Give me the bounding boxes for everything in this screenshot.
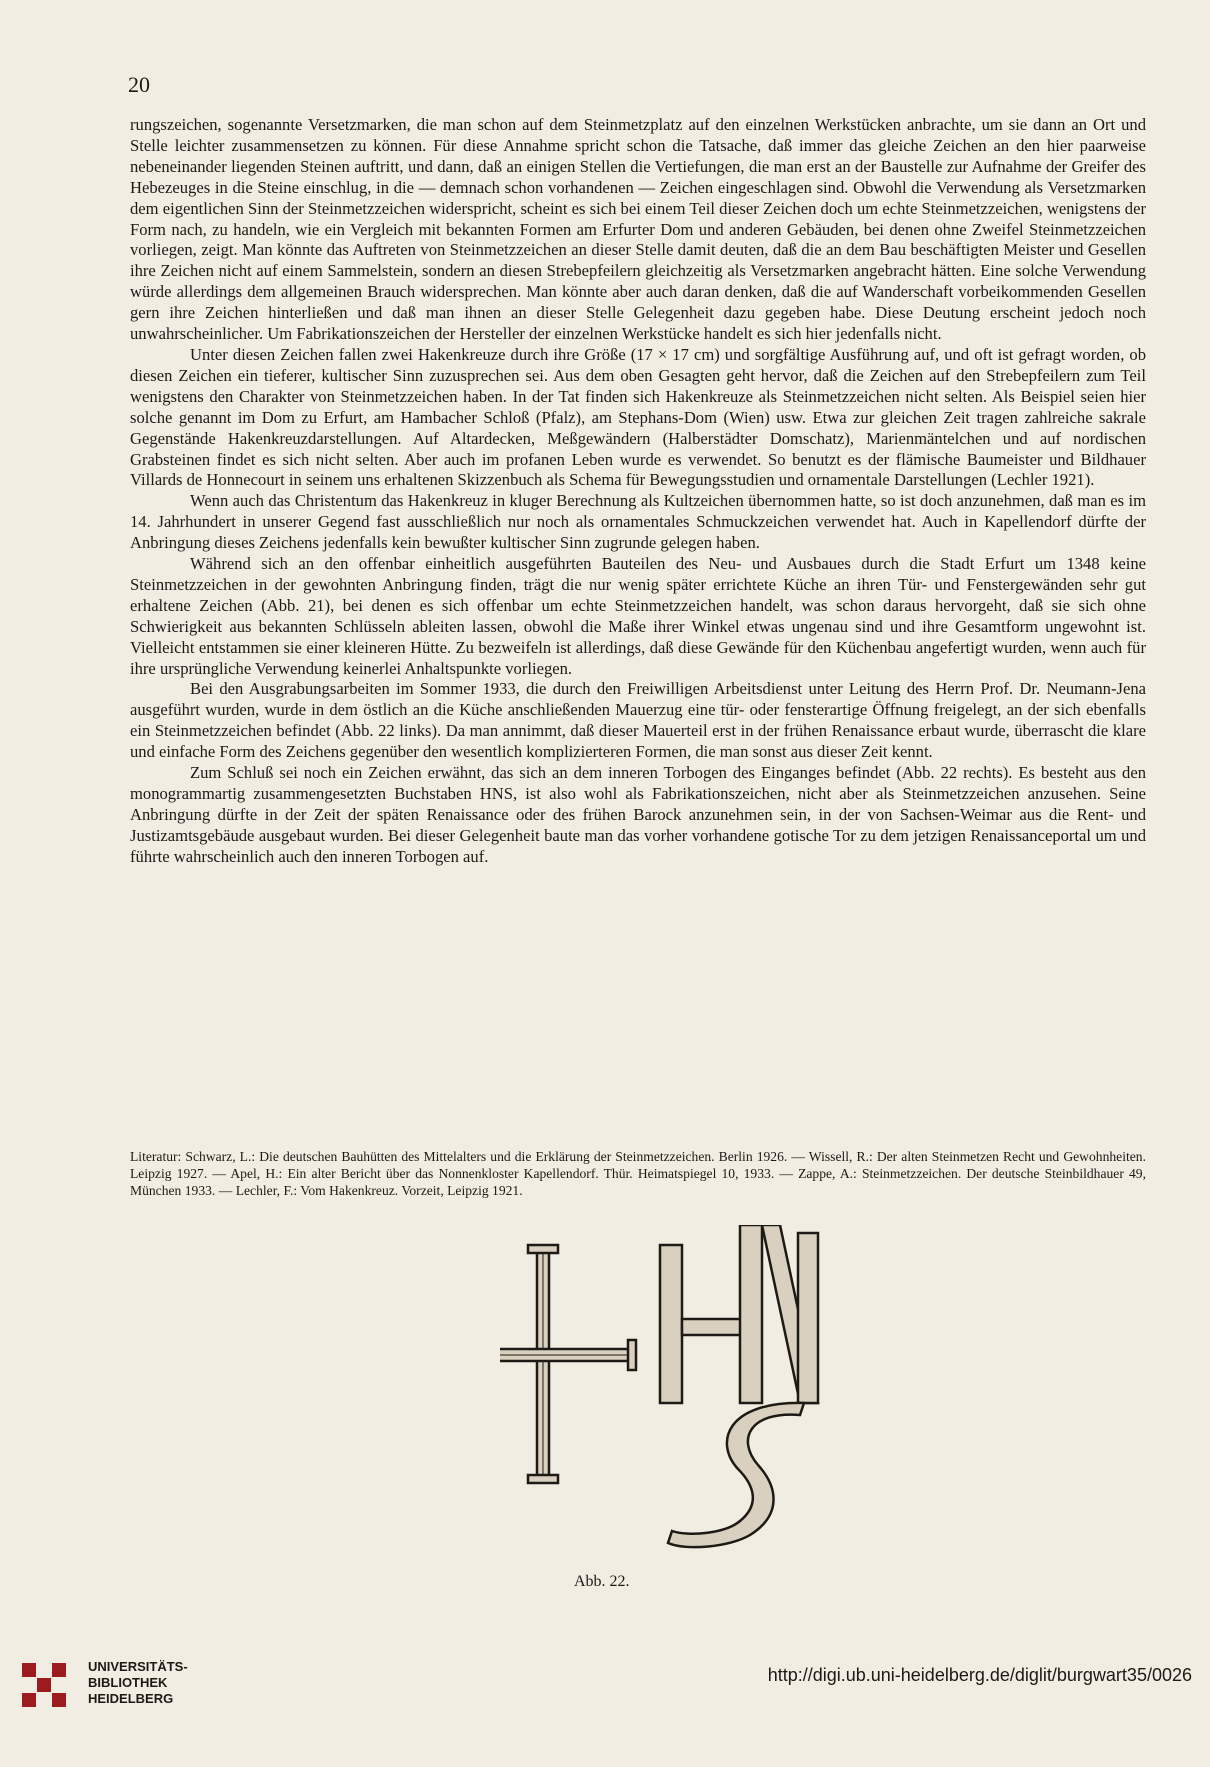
body-text bbox=[130, 115, 1146, 868]
figure-caption: Abb. 22. bbox=[574, 1573, 630, 1590]
library-name bbox=[88, 1659, 188, 1707]
paragraph: Während sich an den offenbar einheitlich ausgeführten Bauteilen des Neu- und Ausbaues durch die Stadt Erfurt um 1348 keine Steinmetzzeichen in der gewohnten Anbringung finden, trägt die nur wenig später errichtete Küche an ihren Tür- und Fenstergewänden sehr gut erhaltene Zeichen (Abb. 21), bei denen es sich offenbar um echte Steinmetzzeichen handelt, was schon daraus hervorgeht, daß sie sich ohne Schwierigkeit aus bekannten Schlüsseln ableiten lassen, obwohl die Maße ihrer Winkel etwas ungenau sind und ihre Gesamtform ungewohnt ist. Vielleicht entstammen sie einer kleineren Hütte. Zu bezweifeln ist allerdings, daß diese Gewände für den Küchenbau angefertigt wurden, wenn auch für ihre ursprüngliche Verwendung keinerlei Anhaltspunkte vorliegen. bbox=[130, 554, 1146, 678]
stonemason-marks-drawing bbox=[500, 1225, 840, 1585]
paragraph: Wenn auch das Christentum das Hakenkreuz in kluger Berechnung als Kultzeichen übernommen hatte, so ist doch anzunehmen, daß man es im 14. Jahrhundert in unserer Gegend fast ausschließlich nur noch als ornamentales Schmuckzeichen verwendet hat. Auch in Kapellendorf dürfte der Anbringung dieses Zeichens jedenfalls kein bewußter kultischer Sinn zugrunde gelegen haben. bbox=[130, 491, 1146, 553]
source-url-link[interactable]: http://digi.ub.uni-heidelberg.de/diglit/burgwart35/0026 bbox=[767, 1665, 1192, 1685]
literature-text: Literatur: Schwarz, L.: Die deutschen Bauhütten des Mittelalters und die Erklärung der Steinmetzzeichen. Berlin 1926. — Wissell, R.: Der alten Steinmetzen Recht und Gewohnheiten. Leipzig 1927. — Apel, H.: Ein alter Bericht über das Nonnenkloster Kapellendorf. Thür. Heimatspiegel 10, 1933. — Zappe, A.: Steinmetzzeichen. Der deutsche Steinbildhauer 49, München 1933. — Lechler, F.: Vom Hakenkreuz. Vorzeit, Leipzig 1921. bbox=[130, 1149, 1146, 1198]
cross-mark bbox=[500, 1245, 636, 1483]
library-name-line: BIBLIOTHEK bbox=[88, 1675, 168, 1690]
paragraph: Bei den Ausgrabungsarbeiten im Sommer 1933, die durch den Freiwilligen Arbeitsdienst unter Leitung des Herrn Prof. Dr. Neumann-Jena ausgeführt wurden, wurde in dem östlich an die Küche anschließenden Mauerzug eine tür- oder fensterartige Öffnung freigelegt, an der sich ebenfalls ein Steinmetzzeichen befindet (Abb. 22 links). Da man annimmt, daß dieser Mauerteil erst in der frühen Renaissance erbaut wurde, überrascht die klare und einfache Form des Zeichens gegenüber den wesentlich komplizierteren Formen, die man sonst aus dieser Zeit kennt. bbox=[130, 679, 1146, 762]
paragraph: rungszeichen, sogenannte Versetzmarken, die man schon auf dem Steinmetzplatz auf den einzelnen Werkstücken anbrachte, um sie dann an Ort und Stelle leichter zusammensetzen zu können. Für diese Annahme spricht schon die Tatsache, daß immer das gleiche Zeichen an den hier paarweise nebeneinander liegenden Steinen auftritt, und dann, daß an einigen Stellen die Vertiefungen, die man erst an der Baustelle zur Aufnahme der Greifer des Hebezeuges in die Steine einschlug, in die — demnach schon vorhandenen — Zeichen eingeschlagen sind. Obwohl die Verwendung als Versetzmarken dem eigentlichen Sinn der Steinmetzzeichen widerspricht, scheint es sich bei einem Teil dieser Zeichen doch um echte Steinmetzzeichen, wenigstens der Form nach, zu handeln, wie ein Vergleich mit bekannten Formen am Erfurter Dom und anderen Gebäuden, bei denen ohne Zweifel Steinmetzzeichen vorliegen, zeigt. Man könnte das Auftreten von Steinmetzzeichen an dieser Stelle damit deuten, daß die an dem Bau beschäftigten Meister und Gesellen ihre Zeichen nicht auf einem Sammelstein, sondern an diesen Strebepfeilern gleichzeitig als Versetzmarken angebracht hätten. Eine solche Verwendung würde allerdings dem allgemeinen Brauch widersprechen. Man könnte aber auch daran denken, daß die auf Wanderschaft vorbeikommenden Gesellen gern ihre Zeichen hinterließen und daß man ihnen an dieser Stelle Gelegenheit dazu gegeben habe. Diese Deutung erscheint jedoch noch unwahrscheinlicher. Um Fabrikationszeichen der Hersteller der einzelnen Werkstücke handelt es sich hier jedenfalls nicht. bbox=[130, 115, 1146, 344]
figure-stonemason-marks bbox=[500, 1225, 840, 1585]
page-number: 20 bbox=[128, 72, 150, 97]
hns-monogram bbox=[660, 1225, 818, 1547]
paragraph: Unter diesen Zeichen fallen zwei Hakenkreuze durch ihre Größe (17 × 17 cm) und sorgfältige Ausführung auf, und oft ist gefragt worden, ob diesen Zeichen ein tieferer, kultischer Sinn zuzusprechen sei. Aus dem oben Gesagten geht hervor, daß die Zeichen auf den Strebepfeilern zum Teil wenigstens den Charakter von Steinmetzzeichen haben. In der Tat finden sich Hakenkreuze als Steinmetzzeichen nicht selten. Als Beispiel seien hier solche genannt im Dom zu Erfurt, am Hambacher Schloß (Pfalz), am Stephans-Dom (Wien) usw. Etwa zur gleichen Zeit tragen zahlreiche sakrale Gegenstände Hakenkreuzdarstellungen. Auf Altardecken, Meßgewändern (Halberstädter Domschatz), Marienmäntelchen und auf nordischen Grabsteinen findet es sich nicht selten. Aber auch im profanen Leben wurde es verwendet. So benutzt es der flämische Baumeister und Bildhauer Villards de Honnecourt in seinem uns erhaltenen Skizzenbuch als Schema für Bewegungsstudien und ornamentale Darstellungen (Lechler 1921). bbox=[130, 344, 1146, 490]
literature-references bbox=[130, 1148, 1146, 1199]
library-name-line: HEIDELBERG bbox=[88, 1691, 174, 1706]
paragraph: Zum Schluß sei noch ein Zeichen erwähnt, das sich an dem inneren Torbogen des Einganges befindet (Abb. 22 rechts). Es besteht aus den monogrammartig zusammengesetzten Buchstaben HNS, ist also wohl als Fabrikationszeichen, nicht aber als Steinmetzzeichen anzusehen. Seine Anbringung dürfte in der Zeit der späten Renaissance oder des frühen Barock anzunehmen sein, in der von Sachsen-Weimar aus die Rent- und Justizamtsgebäude ausgebaut wurden. Bei dieser Gelegenheit baute man das vorher vorhandene gotische Tor zu dem jetzigen Renaissanceportal um und führte wahrscheinlich auch den inneren Torbogen auf. bbox=[130, 763, 1146, 866]
library-name-line: UNIVERSITÄTS- bbox=[88, 1659, 188, 1674]
heidelberg-library-logo-icon bbox=[14, 1655, 74, 1715]
